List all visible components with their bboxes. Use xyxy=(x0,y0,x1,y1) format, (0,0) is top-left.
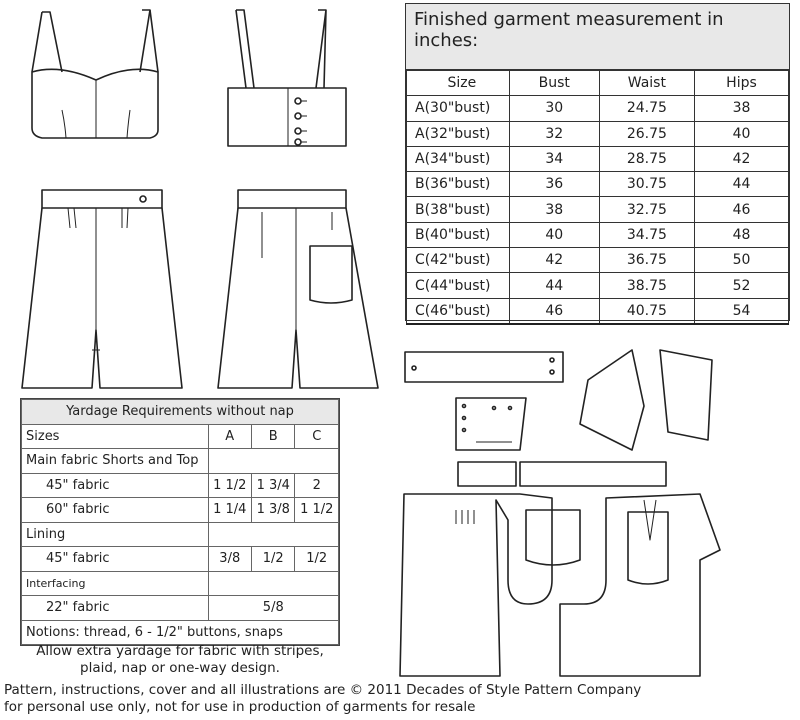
measurement-header-bust: Bust xyxy=(509,71,599,96)
measurement-cell-hips: 40 xyxy=(694,121,788,146)
measurement-cell-hips: 46 xyxy=(694,197,788,222)
measurement-cell-waist: 34.75 xyxy=(599,222,694,247)
measurement-cell-size: C(46"bust) xyxy=(407,298,510,324)
measurement-cell-size: C(44"bust) xyxy=(407,273,510,298)
measurement-cell-hips: 52 xyxy=(694,273,788,298)
top-front-sketch xyxy=(32,10,158,138)
footer-line-2: for personal use only, not for use in production of garments for resale xyxy=(4,699,476,715)
yardage-header-sizes: Sizes xyxy=(22,424,209,449)
measurement-header-size: Size xyxy=(407,71,510,96)
yardage-header-c: C xyxy=(295,424,339,449)
measurement-cell-size: A(32"bust) xyxy=(407,121,510,146)
copyright-footer xyxy=(4,682,641,716)
fabric60-label: 60" fabric xyxy=(22,498,209,523)
measurement-cell-size: C(42"bust) xyxy=(407,248,510,273)
fabric60-b: 1 3/8 xyxy=(252,498,295,523)
notes-line-1: Allow extra yardage for fabric with stripes, xyxy=(36,643,324,659)
measurement-table-title: Finished garment measurement in inches: xyxy=(406,4,789,70)
measurement-cell-waist: 28.75 xyxy=(599,146,694,171)
measurement-row xyxy=(407,222,789,247)
measurement-table xyxy=(405,3,790,321)
measurement-cell-hips: 42 xyxy=(694,146,788,171)
lining45-label: 45" fabric xyxy=(22,547,209,572)
top-back-sketch xyxy=(228,10,346,146)
measurement-cell-bust: 38 xyxy=(509,197,599,222)
measurement-header-waist: Waist xyxy=(599,71,694,96)
measurement-cell-waist: 36.75 xyxy=(599,248,694,273)
measurement-row xyxy=(407,197,789,222)
measurement-cell-hips: 54 xyxy=(694,298,788,324)
measurement-header-hips: Hips xyxy=(694,71,788,96)
measurement-table-body xyxy=(407,71,789,324)
measurement-cell-size: A(34"bust) xyxy=(407,146,510,171)
fabric45-a: 1 1/2 xyxy=(208,473,251,498)
measurement-cell-waist: 30.75 xyxy=(599,172,694,197)
measurement-cell-hips: 50 xyxy=(694,248,788,273)
fabric45-c: 2 xyxy=(295,473,339,498)
measurement-row xyxy=(407,273,789,298)
measurement-cell-bust: 36 xyxy=(509,172,599,197)
lining45-c: 1/2 xyxy=(295,547,339,572)
measurement-cell-bust: 44 xyxy=(509,273,599,298)
measurement-row xyxy=(407,248,789,273)
measurement-cell-waist: 24.75 xyxy=(599,96,694,121)
measurement-row xyxy=(407,121,789,146)
shorts-front-sketch xyxy=(22,190,182,388)
fabric60-a: 1 1/4 xyxy=(208,498,251,523)
measurement-cell-size: B(38"bust) xyxy=(407,197,510,222)
footer-line-1: Pattern, instructions, cover and all illustrations are © 2011 Decades of Style Pattern Company xyxy=(4,682,642,698)
interfacing-label: Interfacing xyxy=(22,571,209,596)
fabric60-c: 1 1/2 xyxy=(295,498,339,523)
measurement-cell-bust: 46 xyxy=(509,298,599,324)
lining45-b: 1/2 xyxy=(252,547,295,572)
measurement-row xyxy=(407,298,789,324)
measurement-cell-hips: 48 xyxy=(694,222,788,247)
measurement-cell-hips: 38 xyxy=(694,96,788,121)
measurement-cell-waist: 38.75 xyxy=(599,273,694,298)
measurement-cell-bust: 40 xyxy=(509,222,599,247)
inter22-label: 22" fabric xyxy=(22,596,209,621)
notes-line-2: plaid, nap or one-way design. xyxy=(80,660,280,676)
measurement-cell-size: B(36"bust) xyxy=(407,172,510,197)
yardage-header-a: A xyxy=(208,424,251,449)
measurement-cell-waist: 32.75 xyxy=(599,197,694,222)
fabric45-label: 45" fabric xyxy=(22,473,209,498)
measurement-cell-waist: 26.75 xyxy=(599,121,694,146)
yardage-title: Yardage Requirements without nap xyxy=(22,400,339,425)
main-fabric-label: Main fabric Shorts and Top xyxy=(22,449,209,474)
yardage-table xyxy=(20,398,340,646)
shorts-back-sketch xyxy=(218,190,378,388)
measurement-cell-bust: 30 xyxy=(509,96,599,121)
measurement-cell-bust: 42 xyxy=(509,248,599,273)
measurement-row xyxy=(407,96,789,121)
lining45-a: 3/8 xyxy=(208,547,251,572)
measurement-cell-size: A(30"bust) xyxy=(407,96,510,121)
pattern-pieces xyxy=(400,350,720,676)
yardage-notes xyxy=(20,643,340,677)
measurement-row xyxy=(407,146,789,171)
measurement-cell-bust: 34 xyxy=(509,146,599,171)
measurement-cell-bust: 32 xyxy=(509,121,599,146)
lining-label: Lining xyxy=(22,522,209,547)
inter22-all: 5/8 xyxy=(208,596,338,621)
measurement-row xyxy=(407,172,789,197)
notions-text: Notions: thread, 6 - 1/2" buttons, snaps xyxy=(22,620,339,645)
yardage-header-b: B xyxy=(252,424,295,449)
measurement-cell-waist: 40.75 xyxy=(599,298,694,324)
fabric45-b: 1 3/4 xyxy=(252,473,295,498)
measurement-cell-size: B(40"bust) xyxy=(407,222,510,247)
measurement-cell-hips: 44 xyxy=(694,172,788,197)
